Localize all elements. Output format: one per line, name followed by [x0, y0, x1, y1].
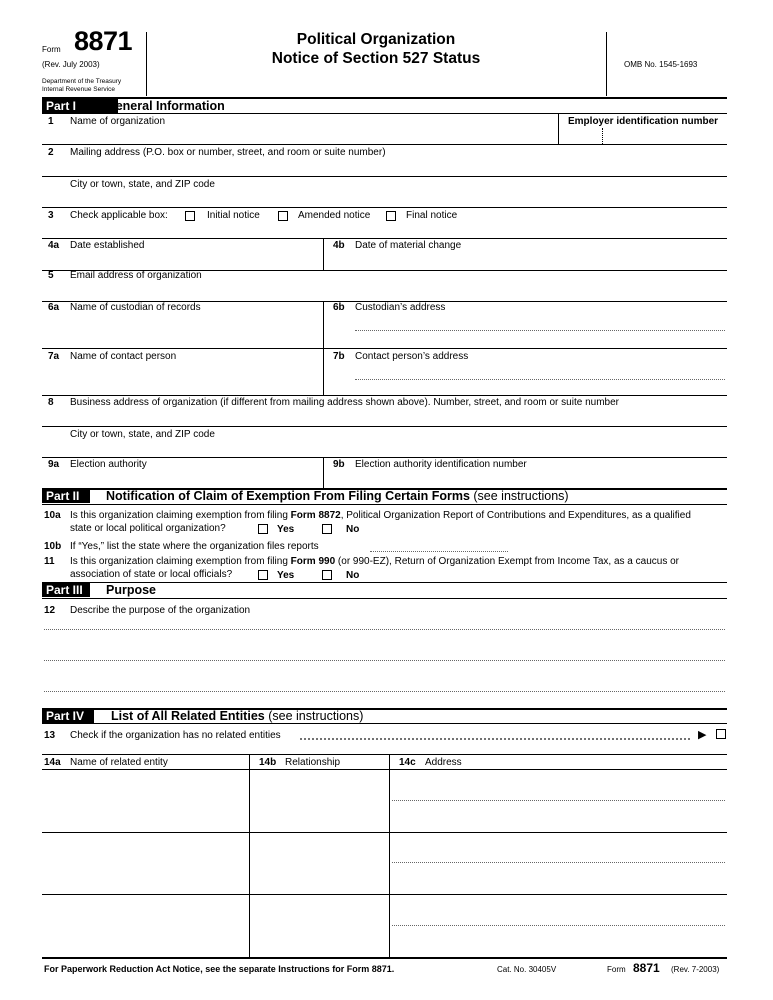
rule — [42, 144, 727, 145]
part-2-tag: Part II — [42, 489, 90, 503]
line-8-number: 8 — [48, 397, 54, 408]
rule — [370, 551, 508, 552]
line-10a-number: 10a — [44, 510, 61, 521]
custodian-address-field[interactable] — [355, 316, 725, 346]
line-2-number: 2 — [48, 147, 54, 158]
line-5-label: Email address of organization — [70, 270, 202, 281]
initial-notice-checkbox[interactable] — [185, 211, 195, 221]
rule — [42, 504, 727, 505]
line-11-no-label: No — [346, 570, 360, 581]
rule — [323, 301, 324, 348]
line-14a-number: 14a — [44, 757, 61, 768]
line-10a-form: Form 8872 — [290, 510, 341, 521]
line-11-pre: Is this organization claiming exemption from filing — [70, 556, 288, 567]
line-10a-no-label: No — [346, 524, 360, 535]
part-3-tag: Part III — [42, 583, 90, 597]
line-14a-label: Name of related entity — [70, 757, 168, 768]
rule — [42, 723, 727, 724]
line-8-label: Business address of organization (if different from mailing address shown above). Number, street, and room or suite number — [70, 397, 619, 408]
line-1-number: 1 — [48, 116, 54, 127]
rule — [42, 207, 727, 208]
line-7a-label: Name of contact person — [70, 351, 177, 362]
line-10a-yes-checkbox[interactable] — [258, 524, 268, 534]
line-10a-pre: Is this organization claiming exemption from filing — [70, 510, 288, 521]
related-entity-address-field-2[interactable] — [390, 833, 726, 894]
catalog-number: Cat. No. 30405V — [497, 965, 557, 974]
date-material-change-field[interactable] — [355, 253, 725, 269]
rule — [323, 457, 324, 488]
line-10b-number: 10b — [44, 541, 62, 552]
line-8-city-label: City or town, state, and ZIP code — [70, 429, 215, 440]
line-9b-label: Election authority identification number — [355, 459, 527, 470]
contact-person-field[interactable] — [70, 365, 320, 393]
line-4a-number: 4a — [48, 240, 60, 251]
line-4a-label: Date established — [70, 240, 145, 251]
rule — [323, 348, 324, 395]
line-7b-label: Contact person’s address — [355, 351, 469, 362]
line-12-number: 12 — [44, 605, 56, 616]
line-13-label: Check if the organization has no related entities — [70, 730, 281, 741]
part-2-title-suffix: (see instructions) — [473, 489, 569, 503]
footer-form-label: Form — [607, 965, 626, 974]
line-13-number: 13 — [44, 730, 56, 741]
rule — [42, 957, 727, 959]
amended-notice-checkbox[interactable] — [278, 211, 288, 221]
line-9a-number: 9a — [48, 459, 60, 470]
line-11-yes-checkbox[interactable] — [258, 570, 268, 580]
line-14b-number: 14b — [259, 757, 277, 768]
form-label: Form — [42, 45, 61, 54]
rule — [558, 113, 559, 144]
form-title-1: Political Organization — [296, 31, 456, 48]
line-11-number: 11 — [44, 556, 55, 567]
ein-field[interactable] — [562, 128, 726, 144]
line-10b-label: If “Yes,” list the state where the organization files reports — [70, 541, 319, 552]
mailing-city-field[interactable] — [70, 191, 725, 206]
rule — [42, 395, 727, 396]
line-4b-label: Date of material change — [355, 240, 462, 251]
custodian-name-field[interactable] — [70, 316, 320, 346]
relationship-field-1[interactable] — [250, 770, 388, 831]
part-2-title: Notification of Claim of Exemption From Filing Certain Forms — [106, 489, 470, 503]
part-1-tag: Part I — [42, 99, 118, 113]
line-10a-yes-label: Yes — [277, 524, 295, 535]
mailing-address-field[interactable] — [70, 159, 725, 175]
contact-address-field[interactable] — [355, 365, 725, 393]
line-7b-number: 7b — [333, 351, 345, 362]
line-11-text-1 — [70, 556, 679, 568]
line-10a-text-1 — [70, 510, 691, 522]
no-related-entities-checkbox[interactable] — [716, 729, 726, 739]
line-3-label: Check applicable box: — [70, 210, 168, 221]
rule — [42, 598, 727, 599]
related-entity-name-field-2[interactable] — [42, 833, 248, 894]
final-notice-label: Final notice — [406, 210, 458, 221]
related-entity-name-field-1[interactable] — [42, 770, 248, 831]
footer-revision: (Rev. 7-2003) — [671, 965, 720, 974]
purpose-field[interactable] — [44, 618, 725, 694]
line-10a-text-2: state or local political organization? — [70, 523, 226, 534]
dept-line-1: Department of the Treasury — [42, 78, 122, 85]
rule — [42, 113, 727, 114]
line-11-yes-label: Yes — [277, 570, 295, 581]
amended-notice-label: Amended notice — [298, 210, 371, 221]
line-14c-number: 14c — [399, 757, 416, 768]
election-authority-field[interactable] — [70, 472, 320, 486]
line-11-post: (or 990-EZ), Return of Organization Exempt from Income Tax, as a caucus or — [337, 556, 679, 567]
line-6b-number: 6b — [333, 302, 345, 313]
line-11-text-2: association of state or local officials? — [70, 569, 233, 580]
date-established-field[interactable] — [70, 253, 320, 269]
related-entity-address-field-1[interactable] — [390, 770, 726, 831]
line-4b-number: 4b — [333, 240, 345, 251]
footer-form-number: 8871 — [633, 961, 660, 975]
filing-state-field[interactable] — [370, 538, 508, 551]
line-10a-no-checkbox[interactable] — [322, 524, 332, 534]
line-2-city-label: City or town, state, and ZIP code — [70, 179, 215, 190]
line-12-label: Describe the purpose of the organization — [70, 605, 251, 616]
election-authority-id-field[interactable] — [355, 472, 725, 486]
ein-label: Employer identification number — [568, 116, 719, 127]
line-5-number: 5 — [48, 270, 54, 281]
final-notice-checkbox[interactable] — [386, 211, 396, 221]
part-4-title: List of All Related Entities — [111, 709, 265, 723]
line-6a-label: Name of custodian of records — [70, 302, 201, 313]
line-13-leader — [300, 738, 690, 740]
line-10a-post: , Political Organization Report of Contributions and Expenditures, as a qualified — [340, 510, 691, 521]
related-entity-name-field-3[interactable] — [42, 895, 248, 956]
paperwork-notice: For Paperwork Reduction Act Notice, see the separate Instructions for Form 8871. — [44, 964, 395, 974]
rule — [42, 176, 727, 177]
line-2-label: Mailing address (P.O. box or number, street, and room or suite number) — [70, 147, 386, 158]
rule — [323, 238, 324, 270]
line-6b-label: Custodian’s address — [355, 302, 446, 313]
line-11-no-checkbox[interactable] — [322, 570, 332, 580]
relationship-field-2[interactable] — [250, 833, 388, 894]
line-9a-label: Election authority — [70, 459, 147, 470]
rule — [42, 238, 727, 239]
line-14c-label: Address — [425, 757, 462, 768]
part-3-title: Purpose — [106, 583, 157, 597]
dept-line-2: Internal Revenue Service — [42, 86, 115, 93]
part-4-tag: Part IV — [42, 709, 94, 723]
business-address-field[interactable] — [70, 410, 725, 425]
form-revision: (Rev. July 2003) — [42, 60, 100, 69]
rule — [42, 754, 727, 755]
initial-notice-label: Initial notice — [207, 210, 260, 221]
rule — [42, 457, 727, 458]
form-number: 8871 — [74, 26, 133, 56]
organization-name-field[interactable] — [70, 128, 555, 144]
related-entity-address-field-3[interactable] — [390, 895, 726, 956]
line-9b-number: 9b — [333, 459, 345, 470]
relationship-field-3[interactable] — [250, 895, 388, 956]
part-1-title: General Information — [106, 99, 225, 113]
line-3-number: 3 — [48, 210, 54, 221]
arrow-right-icon: ▶ — [698, 729, 707, 741]
rule — [42, 348, 727, 349]
form-title-2: Notice of Section 527 Status — [271, 50, 481, 67]
line-14b-label: Relationship — [285, 757, 341, 768]
line-11-form: Form 990 — [290, 556, 336, 567]
header-divider-right — [606, 32, 607, 96]
rule — [42, 426, 727, 427]
email-field[interactable] — [70, 283, 725, 299]
line-6a-number: 6a — [48, 302, 60, 313]
omb-number: OMB No. 1545-1693 — [624, 60, 698, 69]
part-4-title-suffix: (see instructions) — [268, 709, 364, 723]
line-1-label: Name of organization — [70, 116, 166, 127]
line-7a-number: 7a — [48, 351, 60, 362]
business-city-field[interactable] — [70, 441, 725, 456]
